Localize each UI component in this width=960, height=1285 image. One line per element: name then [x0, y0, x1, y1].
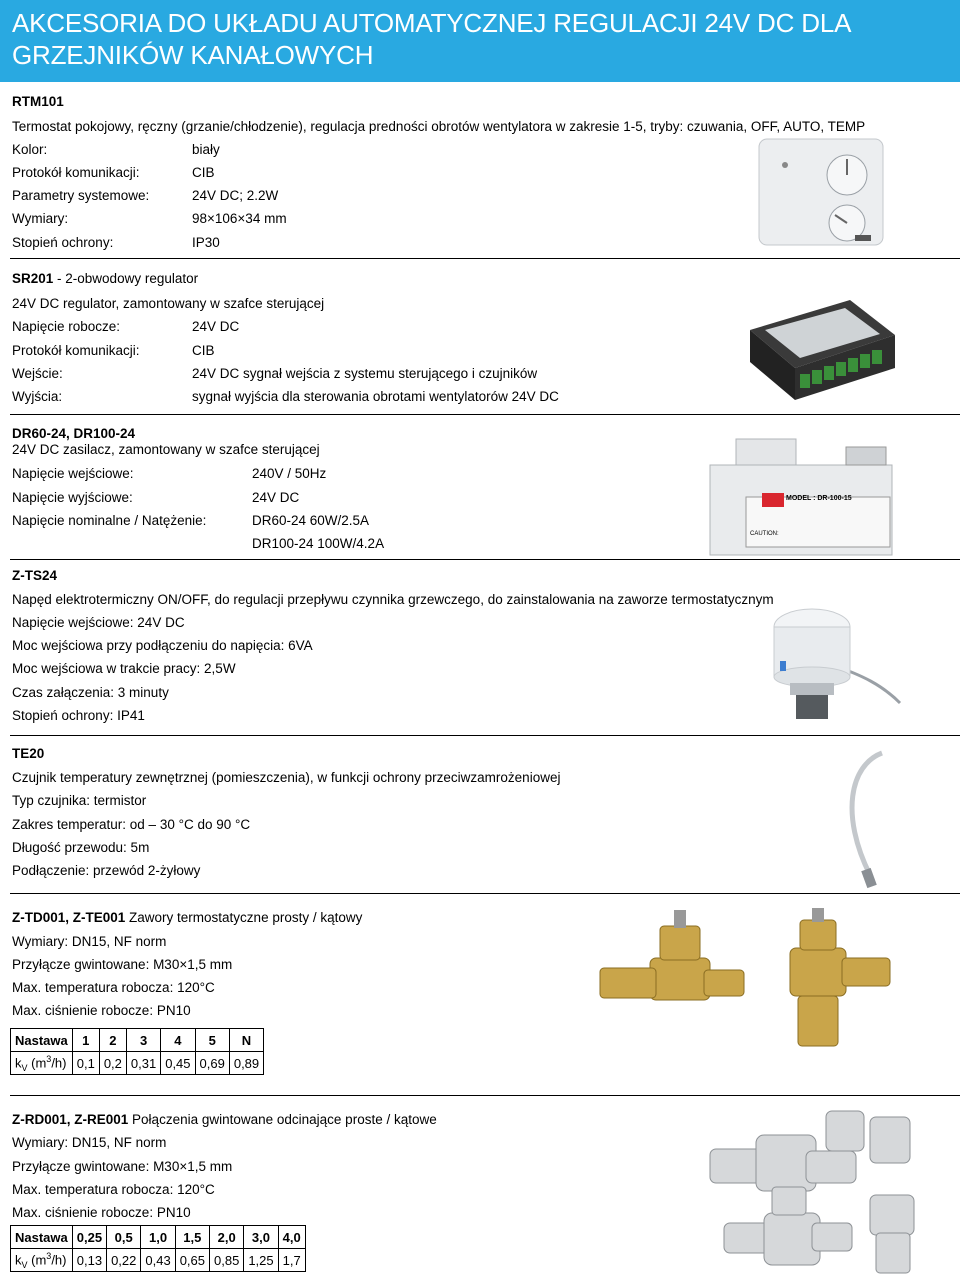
zts24-line-1: Napięcie wejściowe: 24V DC: [12, 615, 185, 630]
sr201-code: SR201: [12, 271, 54, 286]
controller-image: [740, 290, 900, 410]
sr201-label-1: Protokół komunikacji:: [12, 343, 140, 358]
sr201-value-2: 24V DC sygnał wejścia z systemu sterującego i czujników: [192, 366, 538, 381]
dr60-value-2: DR60-24 60W/2.5A: [252, 513, 370, 528]
sr201-value-3: sygnał wyjścia dla sterowania obrotami wentylatorów 24V DC: [192, 389, 559, 404]
ztd001-line-1: Przyłącze gwintowane: M30×1,5 mm: [12, 957, 233, 972]
rtm101-label-0: Kolor:: [12, 142, 48, 157]
table-cell: 1,25: [244, 1249, 278, 1272]
dr60-label-1: Napięcie wyjściowe:: [12, 490, 133, 505]
zrd001-line-2: Max. temperatura robocza: 120°C: [12, 1182, 215, 1197]
te20-line-3: Długość przewodu: 5m: [12, 840, 150, 855]
page-title-line1: AKCESORIA DO UKŁADU AUTOMATYCZNEJ REGULACJI 24V DC DLA: [12, 8, 852, 38]
sr201-desc: 24V DC regulator, zamontowany w szafce sterującej: [12, 296, 325, 311]
te20-line-2: Zakres temperatur: od – 30 °C do 90 °C: [12, 817, 251, 832]
table-header-cell: 2: [99, 1029, 126, 1052]
sr201-label-2: Wejście:: [12, 366, 63, 381]
table-header-cell: Nastawa: [11, 1226, 73, 1249]
zrd001-table: [10, 1225, 306, 1272]
te20-line-4: Podłączenie: przewód 2-żyłowy: [12, 863, 201, 878]
actuator-image: [762, 605, 902, 725]
psu-caution-label: CAUTION:: [750, 531, 779, 537]
page-header: [0, 0, 960, 82]
table-row: [11, 1052, 264, 1075]
table-header-cell: 0,25: [72, 1226, 106, 1249]
dr60-code: DR60-24, DR100-24: [12, 426, 136, 441]
ztd001-code: Z-TD001, Z-TE001: [12, 910, 126, 925]
sr201-value-0: 24V DC: [192, 319, 240, 334]
sr201-label-3: Wyjścia:: [12, 389, 63, 404]
ztd001-title-rest: Zawory termostatyczne prosty / kątowy: [125, 910, 363, 925]
zts24-line-2: Moc wejściowa przy podłączeniu do napięcia: 6VA: [12, 638, 313, 653]
divider-3: [10, 559, 960, 560]
table-header-cell: 3,0: [244, 1226, 278, 1249]
divider-5: [10, 893, 960, 894]
ztd001-line-2: Max. temperatura robocza: 120°C: [12, 980, 215, 995]
table-cell: 0,69: [195, 1052, 229, 1075]
dr60-value-0: 240V / 50Hz: [252, 466, 327, 481]
table-row-label: $k_V$ $(m^3/h)$: [11, 1052, 73, 1075]
rtm101-label-2: Parametry systemowe:: [12, 188, 150, 203]
sr201-value-1: CIB: [192, 343, 215, 358]
zrd001-line-0: Wymiary: DN15, NF norm: [12, 1135, 167, 1150]
rtm101-value-3: 98×106×34 mm: [192, 211, 287, 226]
divider-1: [10, 258, 960, 259]
table-header-cell: N: [229, 1029, 263, 1052]
table-row-label: $k_V$ $(m^3/h)$: [11, 1249, 73, 1272]
dr60-label-0: Napięcie wejściowe:: [12, 466, 134, 481]
ztd001-line-0: Wymiary: DN15, NF norm: [12, 934, 167, 949]
divider-4: [10, 735, 960, 736]
zrd001-line-1: Przyłącze gwintowane: M30×1,5 mm: [12, 1159, 233, 1174]
sr201-title-rest: - 2-obwodowy regulator: [53, 271, 199, 286]
thermostatic-valves-image: [590, 908, 910, 1088]
ztd001-title: [12, 909, 362, 926]
rtm101-value-4: IP30: [192, 235, 220, 250]
table-header-cell: 1: [72, 1029, 99, 1052]
thermostat-image: [755, 135, 887, 250]
dr60-desc: 24V DC zasilacz, zamontowany w szafce sterującej: [12, 442, 320, 457]
ztd001-table: [10, 1028, 264, 1075]
zts24-line-3: Moc wejściowa w trakcie pracy: 2,5W: [12, 661, 236, 676]
zts24-line-4: Czas załączenia: 3 minuty: [12, 685, 169, 700]
dr60-label-2: Napięcie nominalne / Natężenie:: [12, 513, 207, 528]
table-cell: 0,2: [99, 1052, 126, 1075]
rtm101-value-0: biały: [192, 142, 220, 157]
te20-code: TE20: [12, 746, 45, 761]
table-header-row: [11, 1029, 264, 1052]
sr201-label-0: Napięcie robocze:: [12, 319, 121, 334]
psu-model-label: MODEL : DR-100-15: [786, 495, 852, 502]
rtm101-label-1: Protokół komunikacji:: [12, 165, 140, 180]
ztd001-line-3: Max. ciśnienie robocze: PN10: [12, 1003, 191, 1018]
zrd001-title-rest: Połączenia gwintowane odcinające proste / kątowe: [128, 1112, 437, 1127]
rtm101-desc: Termostat pokojowy, ręczny (grzanie/chłodzenie), regulacja predności obrotów wentylatora w zakresie 1-5, tryby: czuwania, OFF, AUTO, TEMP: [12, 119, 866, 134]
table-header-cell: 4,0: [278, 1226, 305, 1249]
rtm101-code: RTM101: [12, 94, 64, 109]
table-cell: 0,65: [175, 1249, 209, 1272]
zrd001-line-3: Max. ciśnienie robocze: PN10: [12, 1205, 191, 1220]
zrd001-code: Z-RD001, Z-RE001: [12, 1112, 129, 1127]
dr60-value-1: 24V DC: [252, 490, 300, 505]
table-header-cell: 5: [195, 1029, 229, 1052]
rtm101-label-4: Stopień ochrony:: [12, 235, 114, 250]
zts24-line-0: Napęd elektrotermiczny ON/OFF, do regulacji przepływu czynnika grzewczego, do zainstalowania na zaworze termostatycznym: [12, 592, 774, 607]
table-cell: 0,43: [141, 1249, 175, 1272]
power-supply-image: [706, 437, 896, 557]
rtm101-value-1: CIB: [192, 165, 215, 180]
divider-2: [10, 414, 960, 415]
shutoff-fittings-image: [700, 1105, 940, 1283]
zrd001-title: [12, 1111, 437, 1128]
table-cell: 0,45: [161, 1052, 195, 1075]
page-title-line2: GRZEJNIKÓW KANAŁOWYCH: [12, 40, 374, 70]
table-header-cell: 2,0: [210, 1226, 244, 1249]
table-header-cell: 1,5: [175, 1226, 209, 1249]
dr60-value-3: DR100-24 100W/4.2A: [252, 536, 385, 551]
zts24-code: Z-TS24: [12, 568, 58, 583]
table-cell: 0,1: [72, 1052, 99, 1075]
table-header-cell: 3: [126, 1029, 160, 1052]
table-header-cell: 1,0: [141, 1226, 175, 1249]
table-header-cell: 0,5: [107, 1226, 141, 1249]
table-row: [11, 1249, 306, 1272]
te20-line-1: Typ czujnika: termistor: [12, 793, 147, 808]
table-cell: 0,85: [210, 1249, 244, 1272]
sr201-title: [12, 270, 198, 287]
sensor-cable-image: [810, 745, 900, 890]
table-header-cell: Nastawa: [11, 1029, 73, 1052]
rtm101-value-2: 24V DC; 2.2W: [192, 188, 279, 203]
table-cell: 1,7: [278, 1249, 305, 1272]
table-cell: 0,31: [126, 1052, 160, 1075]
zts24-line-5: Stopień ochrony: IP41: [12, 708, 145, 723]
table-cell: 0,89: [229, 1052, 263, 1075]
rtm101-label-3: Wymiary:: [12, 211, 69, 226]
table-header-row: [11, 1226, 306, 1249]
table-cell: 0,13: [72, 1249, 106, 1272]
te20-line-0: Czujnik temperatury zewnętrznej (pomieszczenia), w funkcji ochrony przeciwzamrożeniowej: [12, 770, 561, 785]
divider-6: [10, 1095, 960, 1096]
table-cell: 0,22: [107, 1249, 141, 1272]
table-header-cell: 4: [161, 1029, 195, 1052]
